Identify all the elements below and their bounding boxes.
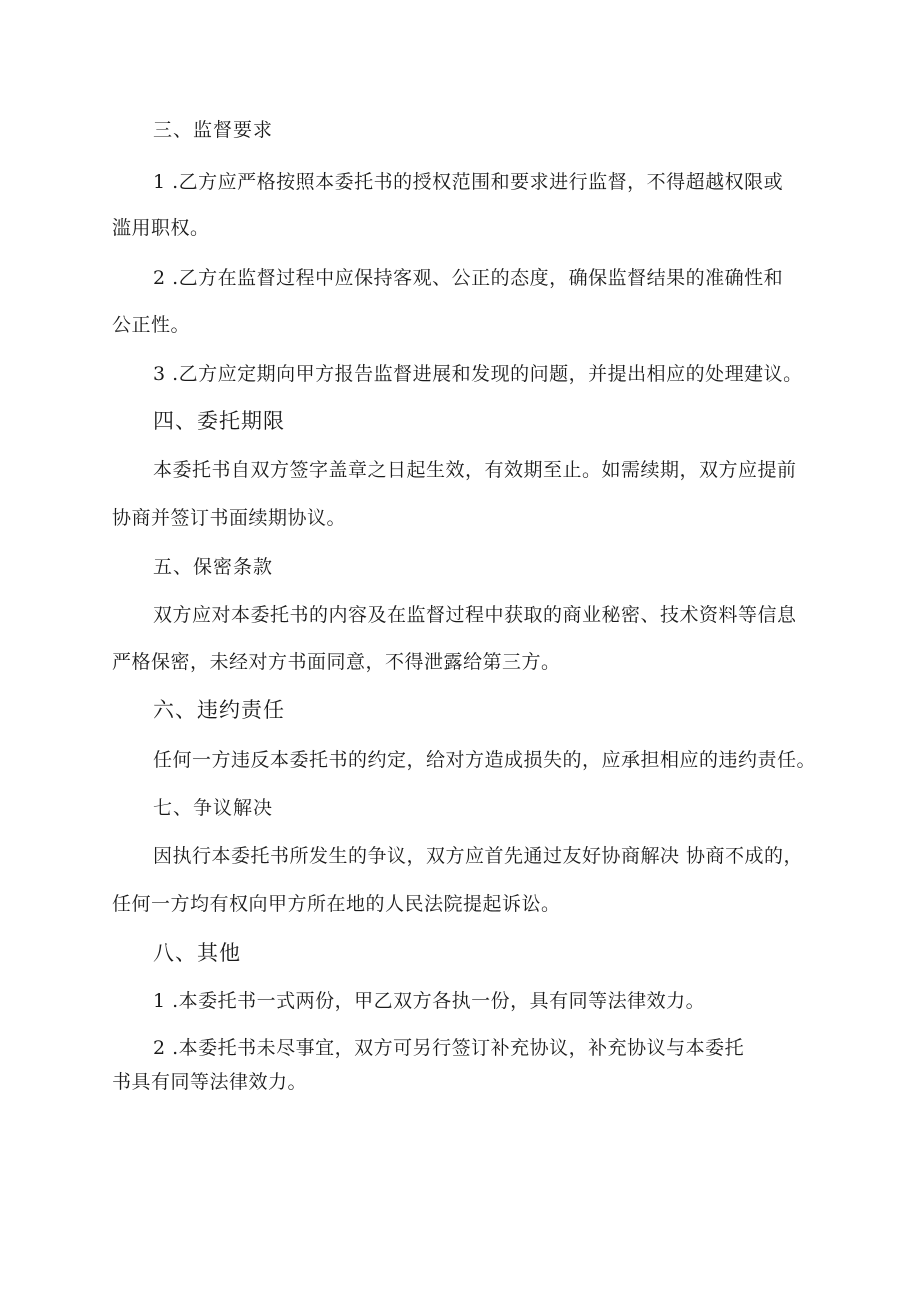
section-3-item-2-line-2: 公正性。 xyxy=(112,314,191,336)
section-3-item-1-line-2: 滥用职权。 xyxy=(112,217,210,239)
section-7-paragraph-line-2: 任何一方均有权向甲方所在地的人民法院提起诉讼。 xyxy=(112,893,561,915)
section-5-heading: 五、保密条款 xyxy=(153,556,274,578)
section-4-paragraph-line-2: 协商并签订书面续期协议。 xyxy=(112,507,347,529)
section-6-paragraph-line-1: 任何一方违反本委托书的约定，给对方造成损失的，应承担相应的违约责任。 xyxy=(153,749,817,771)
section-7-paragraph-line-1: 因执行本委托书所发生的争议，双方应首先通过友好协商解决 协商不成的， xyxy=(153,845,804,867)
section-8-item-1-line-1: 1 .本委托书一式两份，甲乙双方各执一份，具有同等法律效力。 xyxy=(153,990,706,1012)
section-3-heading: 三、监督要求 xyxy=(153,119,274,141)
section-5-paragraph-line-2: 严格保密，未经对方书面同意，不得泄露给第三方。 xyxy=(112,651,561,673)
section-5-paragraph-line-1: 双方应对本委托书的内容及在监督过程中获取的商业秘密、技术资料等信息 xyxy=(153,604,797,626)
section-6-heading: 六、违约责任 xyxy=(153,698,285,722)
section-8-heading: 八、其他 xyxy=(153,941,241,965)
section-3-item-2-line-1: 2 .乙方在监督过程中应保持客观、公正的态度，确保监督结果的准确性和 xyxy=(153,267,784,289)
section-3-item-1-line-1: 1 .乙方应严格按照本委托书的授权范围和要求进行监督，不得超越权限或 xyxy=(153,171,784,193)
section-8-item-2-line-2: 书具有同等法律效力。 xyxy=(112,1071,308,1093)
section-8-item-2-line-1: 2 .本委托书未尽事宜，双方可另行签订补充协议，补充协议与本委托 xyxy=(153,1037,745,1059)
section-7-heading: 七、争议解决 xyxy=(153,797,274,819)
section-4-heading: 四、委托期限 xyxy=(153,409,285,433)
section-4-paragraph-line-1: 本委托书自双方签字盖章之日起生效，有效期至止。如需续期，双方应提前 xyxy=(153,459,797,481)
section-3-item-3-line-1: 3 .乙方应定期向甲方报告监督进展和发现的问题，并提出相应的处理建议。 xyxy=(153,363,803,385)
